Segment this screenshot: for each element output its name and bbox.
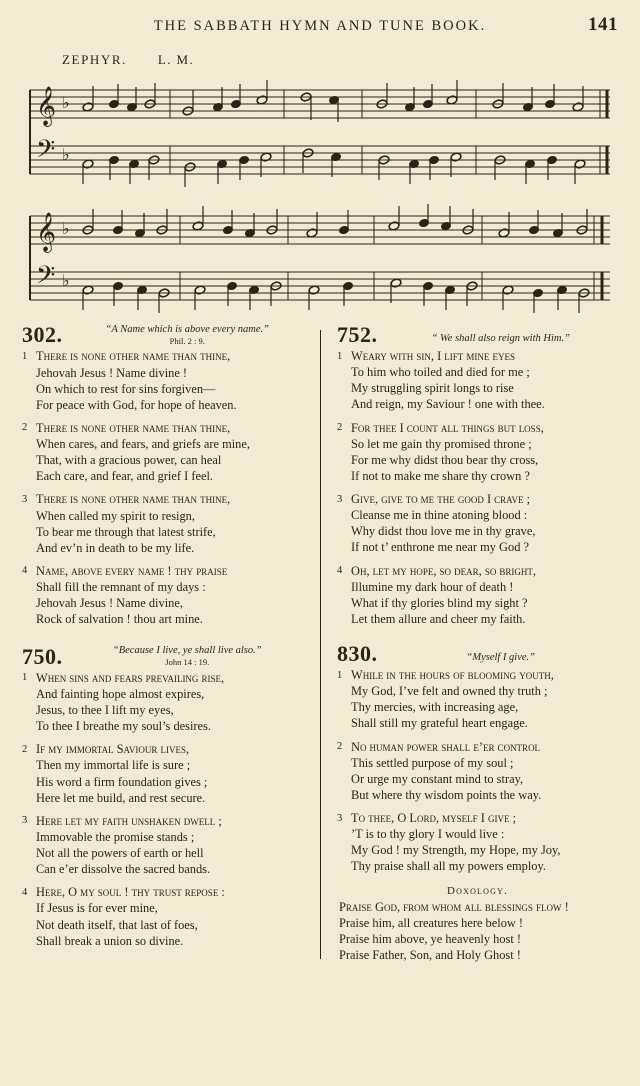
tune-heading — [62, 52, 618, 68]
stanza-line: If Jesus is for ever mine, — [36, 901, 158, 916]
stanza-line: Immovable the promise stands ; — [36, 829, 195, 844]
stanza-number: 1 — [337, 669, 343, 681]
hymn-heading — [22, 645, 306, 667]
stanza — [22, 813, 306, 878]
stanza-line: His word a firm foundation gives ; — [36, 774, 208, 789]
stanza-line: If my immortal Saviour lives, — [36, 742, 190, 757]
doxology — [337, 885, 618, 964]
stanza-line: My struggling spirit longs to rise — [351, 381, 514, 396]
hymn-heading — [337, 324, 618, 346]
stanza-line: Name, above every name ! thy praise — [36, 563, 228, 578]
stanza — [337, 491, 618, 556]
stanza-line: Here let my faith unshaken dwell ; — [36, 813, 222, 828]
stanza-number: 3 — [22, 493, 28, 505]
svg-text:𝄢: 𝄢 — [36, 135, 56, 170]
svg-text:♭: ♭ — [62, 219, 70, 238]
stanza-line: Shall fill the remnant of my days : — [36, 580, 206, 595]
stanza-line: That, with a gracious power, can heal — [36, 453, 222, 468]
stanza-line: Here let me build, and rest secure. — [36, 790, 206, 805]
stanza-line: Why didst thou love me in thy grave, — [351, 524, 536, 539]
stanza — [337, 810, 618, 875]
hymn-reference: Phil. 2 : 9. — [169, 336, 205, 347]
stanza-line: Shall still my grateful heart engage. — [351, 716, 528, 731]
stanza — [337, 667, 618, 732]
stanza-line: Rock of salvation ! thou art mine. — [36, 612, 203, 627]
stanza-line: And reign, my Saviour ! one with thee. — [351, 397, 545, 412]
stanza-line: If not t’ enthrone me near my God ? — [351, 540, 529, 555]
stanza-line: There is none other name than thine, — [36, 492, 231, 507]
hymn-caption: “Because I live, ye shall live also.” — [112, 645, 262, 657]
stanza-line: And ev’n in death to be my life. — [36, 540, 195, 555]
stanza-line: Illumine my dark hour of death ! — [351, 579, 514, 594]
stanza-line: And fainting hope almost expires, — [36, 686, 205, 701]
svg-text:♭: ♭ — [62, 93, 70, 112]
music-system-2 — [22, 198, 618, 318]
stanza — [22, 741, 306, 806]
stanza — [337, 420, 618, 485]
hymn-heading — [337, 643, 618, 665]
left-column — [22, 324, 320, 963]
stanza-number: 1 — [22, 672, 28, 684]
stanza-number: 4 — [22, 565, 28, 577]
hymn-reference: John 14 : 19. — [165, 657, 210, 668]
stanza-line: For peace with God, for hope of heaven. — [36, 397, 237, 412]
stanza-number: 3 — [337, 493, 343, 505]
music-system-1 — [22, 72, 618, 192]
running-head — [22, 14, 618, 44]
hymn-caption: “Myself I give.” — [466, 651, 536, 663]
svg-text:𝄞: 𝄞 — [36, 212, 57, 252]
stanza-line: Cleanse me in thine atoning blood : — [351, 508, 528, 523]
tune-meter: L. M. — [157, 52, 195, 67]
stanza — [22, 563, 306, 628]
stanza — [22, 491, 306, 556]
hymn-caption: “ We shall also reign with Him.” — [431, 332, 570, 344]
hymn-752 — [337, 324, 618, 627]
stanza-line: There is none other name than thine, — [36, 420, 231, 435]
stanza-line: If not to make me share thy crown ? — [351, 468, 530, 483]
stanza-number: 1 — [22, 350, 28, 362]
stanza — [22, 420, 306, 485]
stanza-line: Shall break a union so divine. — [36, 933, 184, 948]
stanza-line: Give, give to me the good I crave ; — [351, 492, 531, 506]
doxology-line: Praise him, all creatures here below ! — [339, 915, 524, 930]
stanza-line: Jehovah Jesus ! Name divine ! — [36, 365, 188, 380]
tune-name: ZEPHYR. — [62, 52, 128, 67]
stanza-number: 4 — [337, 565, 343, 576]
hymn-caption: “A Name which is above every name.” — [105, 324, 269, 335]
stanza-line: Each care, and fear, and grief I feel. — [36, 469, 213, 484]
svg-text:♭: ♭ — [62, 271, 70, 290]
svg-text:𝄢: 𝄢 — [36, 261, 56, 296]
stanza-number: 3 — [22, 815, 28, 827]
hymn-750 — [22, 645, 306, 948]
stanza-line: My God ! my Strength, my Hope, my Joy, — [351, 843, 561, 858]
stanza-line: Or urge my constant mind to stray, — [351, 771, 524, 786]
stanza-line: My God, I’ve felt and owned thy truth ; — [351, 684, 548, 699]
hymn-number: 750. — [22, 643, 63, 669]
stanza-line: Oh, let my hope, so dear, so bright, — [351, 563, 537, 578]
stanza-line: For thee I count all things but loss, — [351, 420, 544, 435]
hymn-columns — [22, 324, 618, 963]
stanza-line: To thee I breathe my soul’s desires. — [36, 719, 211, 734]
hymn-302 — [22, 324, 306, 627]
stanza-line: Not all the powers of earth or hell — [36, 846, 204, 861]
stanza-number: 2 — [337, 422, 343, 433]
stanza-line: While in the hours of blooming youth, — [351, 668, 554, 682]
svg-text:𝄞: 𝄞 — [36, 86, 57, 126]
stanza-number: 1 — [337, 350, 343, 362]
stanza — [22, 348, 306, 413]
stanza-line: Here, O my soul ! thy trust repose : — [36, 885, 225, 900]
page-number: 141 — [588, 14, 618, 35]
doxology-title: Doxology. — [446, 884, 509, 897]
stanza-number: 2 — [337, 741, 343, 752]
right-column — [320, 324, 618, 963]
doxology-line: Praise Father, Son, and Holy Ghost ! — [339, 947, 521, 962]
hymn-heading — [22, 324, 306, 346]
stanza-line: So let me gain thy promised throne ; — [351, 436, 532, 451]
hymn-number: 302. — [22, 322, 63, 348]
stanza — [337, 739, 618, 804]
stanza-line: On which to rest for sins forgiven— — [36, 381, 216, 396]
stanza-number: 4 — [22, 886, 28, 898]
stanza — [22, 670, 306, 735]
stanza-line: Jehovah Jesus ! Name divine, — [36, 596, 183, 611]
stanza — [337, 563, 618, 628]
music-notation — [22, 72, 618, 318]
stanza-number: 3 — [337, 812, 343, 824]
stanza-line: Can e’er dissolve the sacred bands. — [36, 862, 211, 877]
hymn-830 — [337, 643, 618, 875]
stanza-line: Jesus, to thee I lift my eyes, — [36, 703, 174, 718]
stanza-line: This settled purpose of my soul ; — [351, 755, 514, 770]
stanza-number: 2 — [22, 422, 28, 434]
stanza — [337, 348, 618, 413]
stanza — [22, 884, 306, 949]
stanza-line: But where thy wisdom points the way. — [351, 787, 542, 802]
stanza-line: When cares, and fears, and griefs are mine, — [36, 437, 250, 452]
stanza-line: Let them allure and cheer my faith. — [351, 611, 526, 626]
doxology-line: Praise him above, ye heavenly host ! — [339, 931, 522, 946]
stanza-line: To bear me through that latest strife, — [36, 524, 216, 539]
svg-text:♭: ♭ — [62, 145, 70, 164]
doxology-line: Praise God, from whom all blessings flow ! — [339, 899, 569, 914]
stanza-line: What if thy glories blind my sight ? — [351, 595, 528, 610]
stanza-line: For me why didst thou bear thy cross, — [351, 452, 539, 467]
hymn-number: 830. — [337, 641, 378, 666]
stanza-number: 2 — [22, 743, 28, 755]
stanza-line: When called my spirit to resign, — [36, 508, 195, 523]
stanza-line: Thy praise shall all my powers employ. — [351, 859, 546, 874]
stanza-line: Not death itself, that last of foes, — [36, 917, 198, 932]
stanza-line: Thy mercies, with increasing age, — [351, 700, 519, 715]
hymn-number: 752. — [337, 322, 378, 347]
stanza-line: There is none other name than thine, — [36, 349, 231, 364]
column-divider — [320, 330, 321, 959]
book-title: THE SABBATH HYMN AND TUNE BOOK. — [153, 18, 487, 34]
stanza-line: Then my immortal life is sure ; — [36, 758, 191, 773]
stanza-line: Weary with sin, I lift mine eyes — [351, 349, 515, 363]
stanza-line: When sins and fears prevailing rise, — [36, 670, 225, 685]
stanza-line: ’T is to thy glory I would live : — [351, 827, 505, 842]
stanza-line: To thee, O Lord, myself I give ; — [351, 811, 517, 825]
stanza-line: No human power shall e’er control — [351, 739, 541, 754]
stanza-line: To him who toiled and died for me ; — [351, 365, 530, 380]
